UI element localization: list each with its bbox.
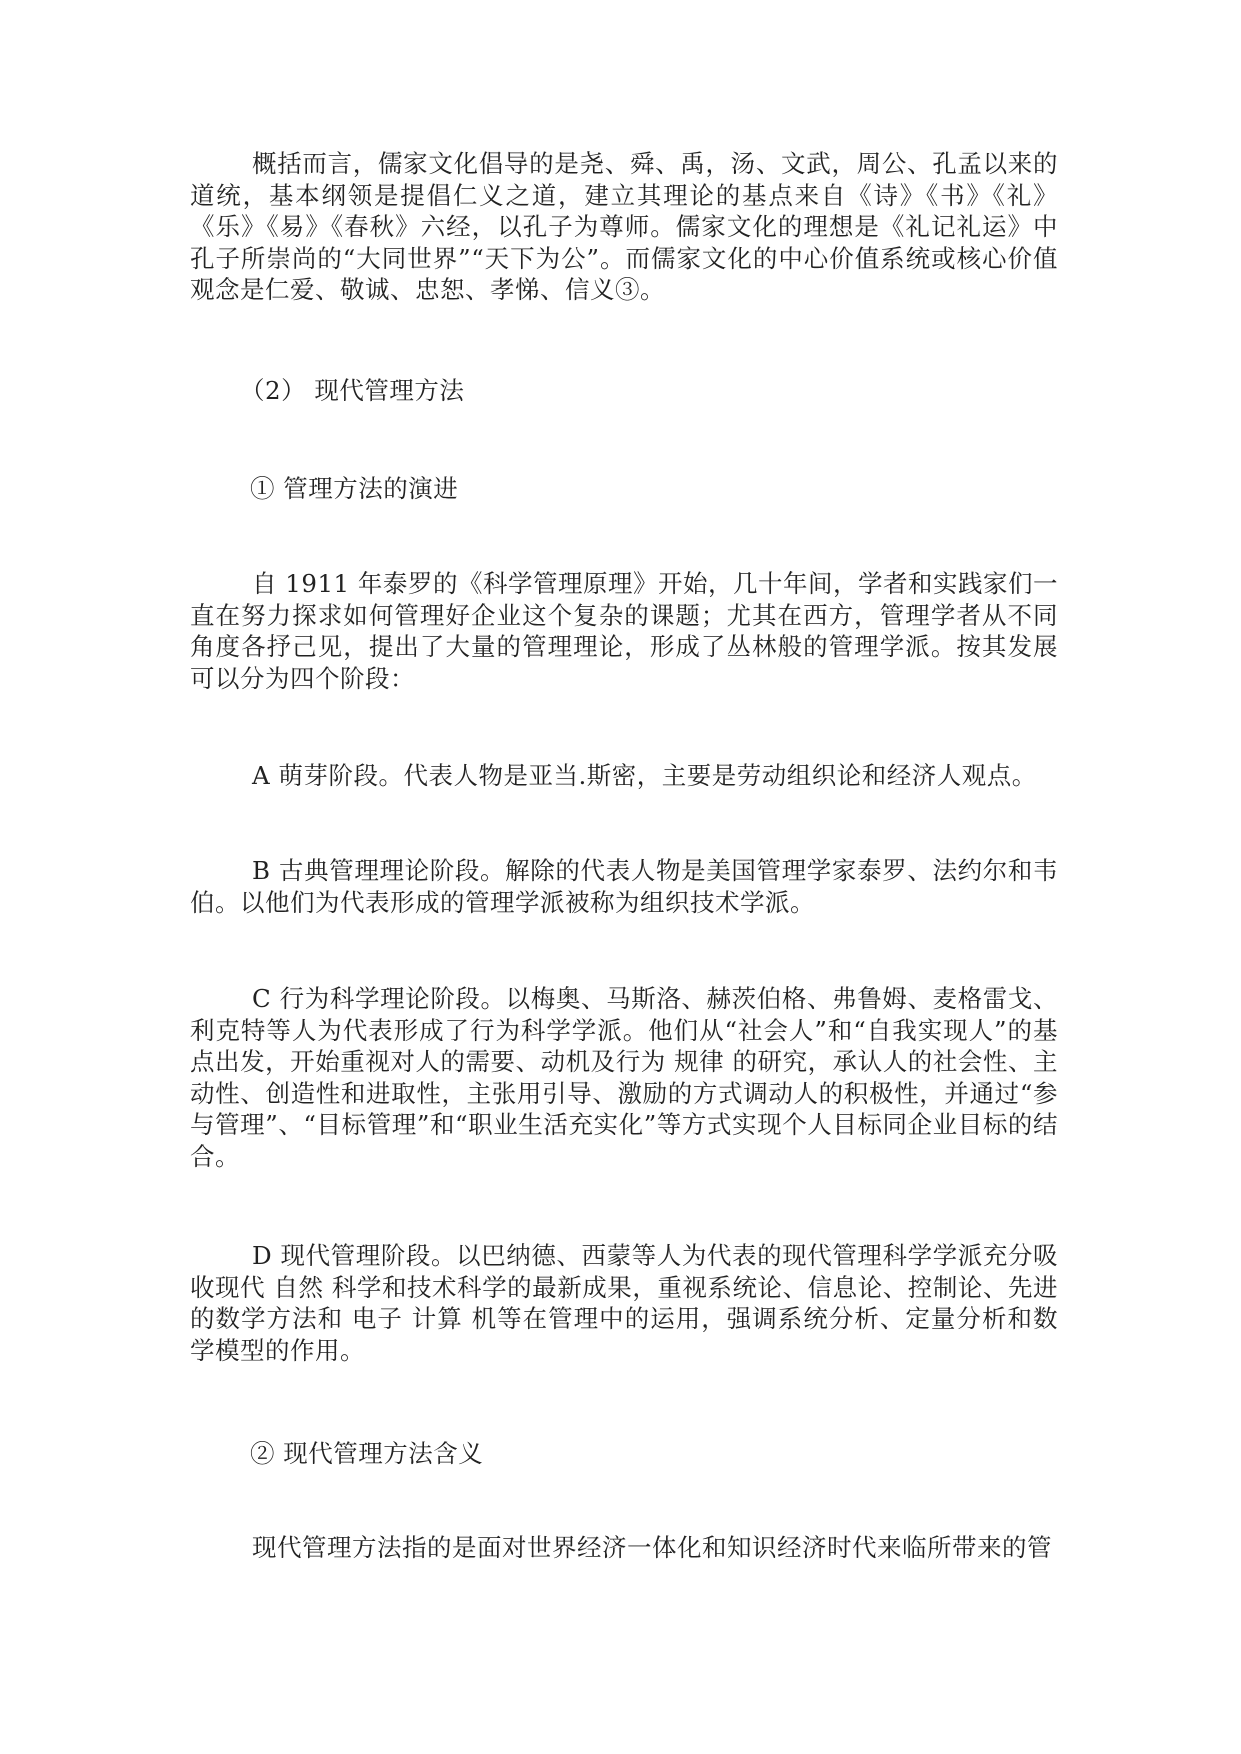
management-evolution-intro-paragraph: 自 1911 年泰罗的《科学管理原理》开始，几十年间，学者和实践家们一直在努力探求如何管理好企业这个复杂的课题；尤其在西方，管理学者从不同角度各抒己见，提出了大量的管理理论，形成了丛林般的管理学派。按其发展可以分为四个阶段： <box>190 569 1058 693</box>
stage-b-paragraph: B 古典管理理论阶段。解除的代表人物是美国管理学家泰罗、法约尔和韦伯。以他们为代表形成的管理学派被称为组织技术学派。 <box>190 856 1058 917</box>
stage-a-paragraph: A 萌芽阶段。代表人物是亚当.斯密，主要是劳动组织论和经济人观点。 <box>252 761 1037 790</box>
stage-d-paragraph: D 现代管理阶段。以巴纳德、西蒙等人为代表的现代管理科学学派充分吸收现代 自然 科学和技术科学的最新成果，重视系统论、信息论、控制论、先进的数学方法和 电子 计算 机等在管理中的运用，强调系统分析、定量分析和数学模型的作用。 <box>190 1241 1058 1365</box>
subheading-evolution-of-management-methods: ① 管理方法的演进 <box>250 474 459 503</box>
subheading-modern-management-meaning: ② 现代管理方法含义 <box>250 1439 484 1468</box>
confucian-culture-paragraph: 概括而言，儒家文化倡导的是尧、舜、禹，汤、文武，周公、孔孟以来的道统，基本纲领是提倡仁义之道，建立其理论的基点来自《诗》《书》《礼》《乐》《易》《春秋》六经，以孔子为尊师。儒家文化的理想是《礼记礼运》中孔子所崇尚的“大同世界”“天下为公”。而儒家文化的中心价值系统或核心价值观念是仁爱、敬诚、忠恕、孝悌、信义③。 <box>190 149 1058 304</box>
stage-c-paragraph: C 行为科学理论阶段。以梅奥、马斯洛、赫茨伯格、弗鲁姆、麦格雷戈、利克特等人为代表形成了行为科学学派。他们从“社会人”和“自我实现人”的基点出发，开始重视对人的需要、动机及行为 规律 的研究，承认人的社会性、主动性、创造性和进取性，主张用引导、激励的方式调动人的积极性，并通过“参与管理”、“目标管理”和“职业生活充实化”等方式实现个人目标同企业目标的结合。 <box>190 984 1058 1171</box>
modern-management-definition-paragraph: 现代管理方法指的是面对世界经济一体化和知识经济时代来临所带来的管 <box>252 1533 1052 1562</box>
section-heading-modern-management-methods: （2） 现代管理方法 <box>240 376 465 405</box>
